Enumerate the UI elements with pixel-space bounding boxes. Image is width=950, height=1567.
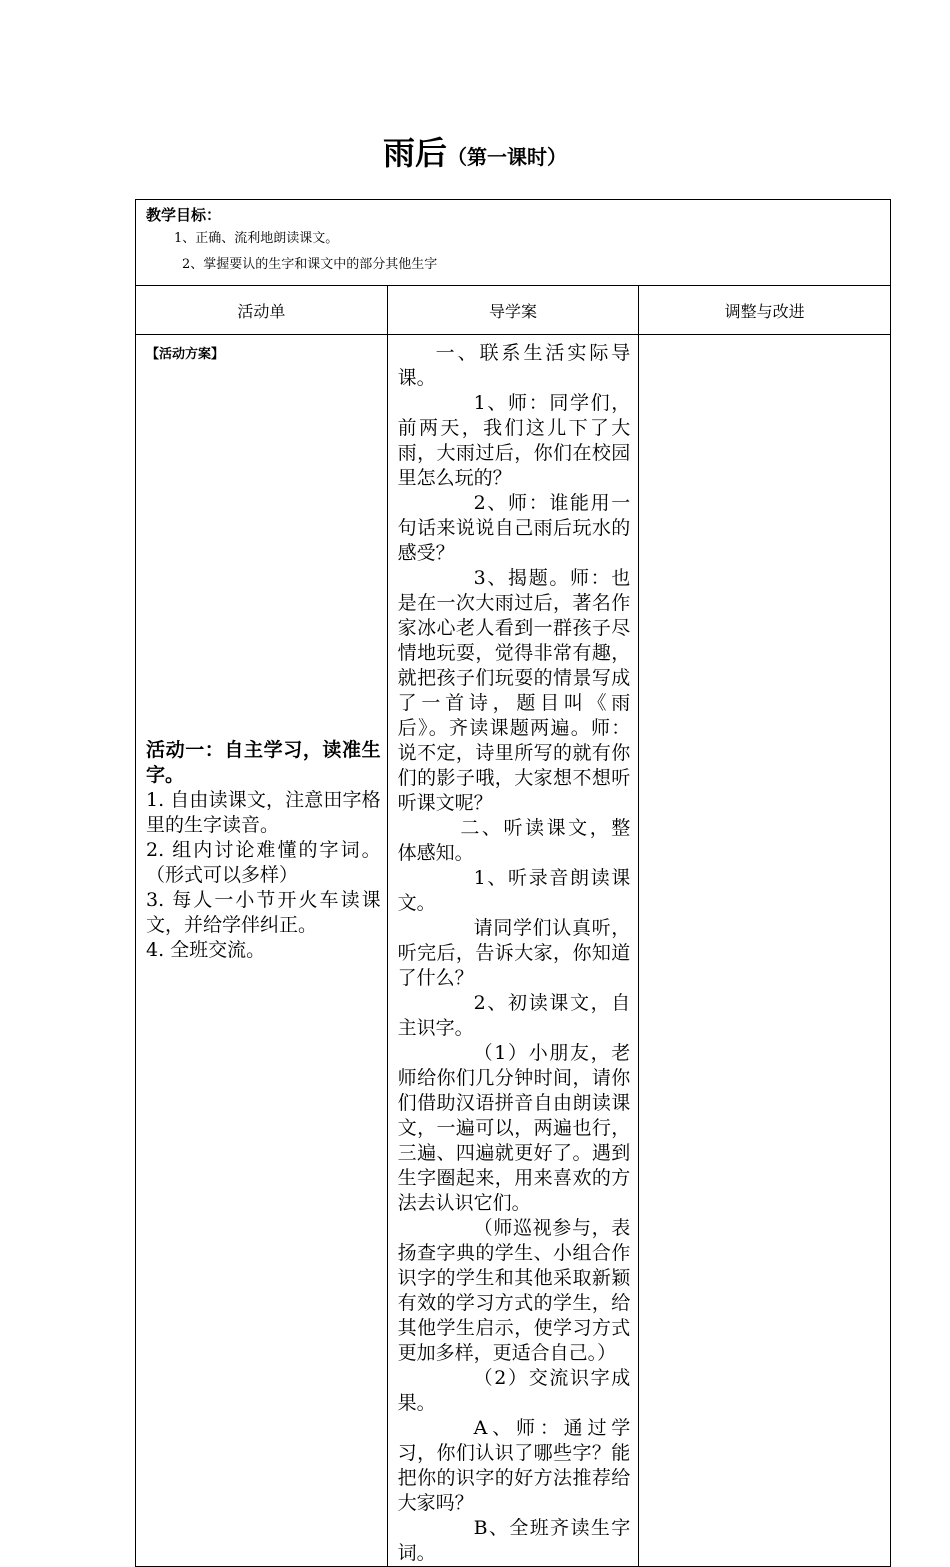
guide-content	[388, 335, 639, 1566]
plan-label: 【活动方案】	[146, 347, 225, 362]
guide-paragraph: 1、师：同学们，前两天，我们这儿下了大雨，大雨过后，你们在校园里怎么玩的？	[397, 392, 631, 489]
guide-paragraph: 一、联系生活实际导课。	[397, 342, 631, 389]
activity-cell	[136, 335, 388, 1567]
guide-paragraph: 请同学们认真听，听完后，告诉大家，你知道了什么？	[397, 917, 631, 989]
guide-paragraph: （1）小朋友，老师给你们几分钟时间，请你们借助汉语拼音自由朗读课文，一遍可以，两遍也行，三遍、四遍就更好了。遇到生字圈起来，用来喜欢的方法去认识它们。	[397, 1042, 631, 1214]
activity-step: 2. 组内讨论难懂的字词。（形式可以多样）	[146, 839, 381, 886]
title-main: 雨后	[382, 134, 447, 172]
column-header-adjust: 调整与改进	[639, 286, 891, 335]
guide-paragraph: 1、听录音朗读课文。	[397, 867, 631, 914]
goals-heading: 教学目标：	[146, 206, 222, 224]
activity-step: 4. 全班交流。	[146, 939, 266, 961]
lesson-table	[135, 199, 891, 1567]
guide-paragraph: 二、听读课文，整体感知。	[397, 817, 631, 864]
guide-cell	[387, 335, 639, 1567]
guide-paragraph: 3、揭题。师：也是在一次大雨过后，著名作家冰心老人看到一群孩子尽情地玩耍，觉得非常有趣，就把孩子们玩耍的情景写成了一首诗，题目叫《雨后》。齐读课题两遍。师：说不定，诗里所写的就有你们的影子哦，大家想不想听听课文呢？	[397, 567, 631, 814]
guide-paragraph: （师巡视参与，表扬查字典的学生、小组合作识字的学生和其他采取新颖有效的学习方式的学生，给其他学生启示，使学习方式更加多样，更适合自己。）	[397, 1217, 631, 1364]
activity-content	[136, 738, 387, 963]
activity-step: 3. 每人一小节开火车读课文，并给学伴纠正。	[146, 889, 381, 936]
column-header-activity: 活动单	[136, 286, 388, 335]
guide-paragraph: B、全班齐读生字词。	[397, 1517, 631, 1564]
activity-heading: 活动一：自主学习，读准生字。	[146, 739, 381, 786]
guide-paragraph: 2、师：谁能用一句话来说说自己雨后玩水的感受？	[397, 492, 631, 564]
title-subtitle: （第一课时）	[447, 145, 567, 169]
activity-step: 1. 自由读课文，注意田字格里的生字读音。	[146, 789, 381, 836]
guide-paragraph: A、师：通过学习，你们认识了哪些字？能把你的识字的好方法推荐给大家吗？	[397, 1417, 631, 1514]
guide-paragraph: （2）交流识字成果。	[397, 1367, 631, 1414]
page-title	[0, 128, 950, 174]
guide-paragraph: 2、初读课文，自主识字。	[397, 992, 631, 1039]
column-header-guide: 导学案	[387, 286, 639, 335]
adjust-cell	[639, 335, 891, 1567]
goal-item: 1、正确、流利地朗读课文。	[174, 231, 339, 246]
goals-cell	[136, 200, 891, 286]
goal-item: 2、掌握要认的生字和课文中的部分其他生字	[182, 257, 438, 272]
